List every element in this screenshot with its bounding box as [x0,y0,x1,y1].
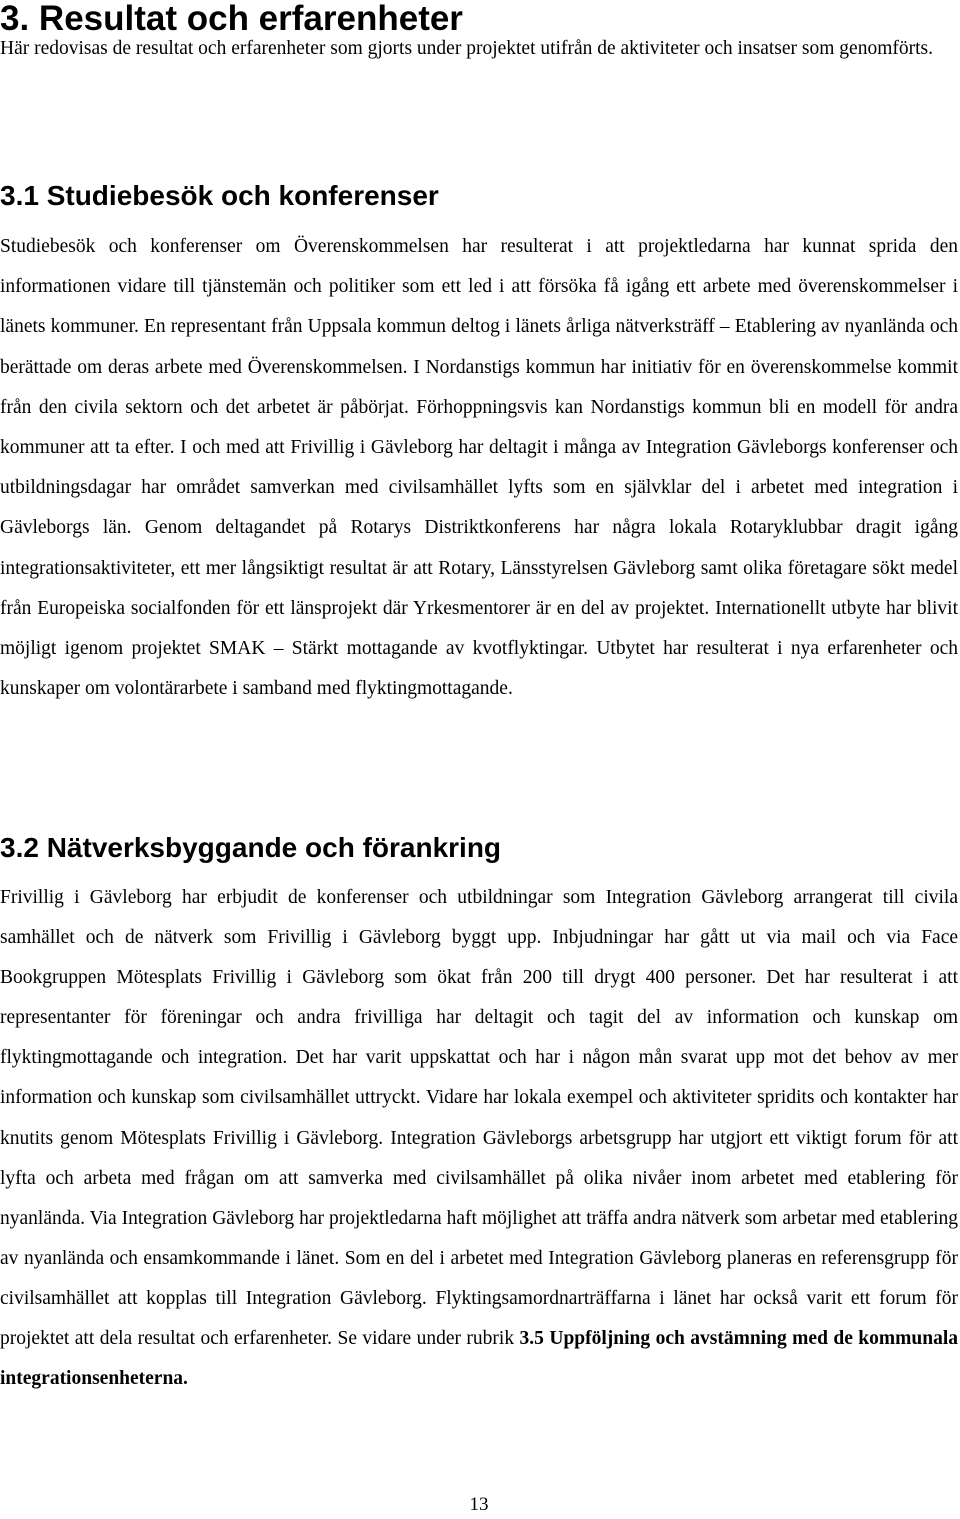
page-number: 13 [469,1494,489,1515]
section-3-1-paragraph: Studiebesök och konferenser om Överenskommelsen har resulterat i att projektledarna har kunnat sprida den informationen vidare till tjänstemän och politiker som ett led i att försöka få igång ett arbete med överenskommelser i länets kommuner. En representant från Uppsala kommun deltog i länets årliga nätverksträff – Etablering av nyanlända och berättade om deras arbete med Överenskommelsen. I Nordanstigs kommun har initiativ för en överenskommelse kommit från den civila sektorn och det arbetet är påbörjat. Förhoppningsvis kan Nordanstigs kommun bli en modell för andra kommuner att ta efter. I och med att Frivillig i Gävleborg har deltagit i många av Integration Gävleborgs konferenser och utbildningsdagar har området samverkan med civilsamhället lyfts som en självklar del i arbetet med integration i Gävleborgs län. Genom deltagandet på Rotarys Distriktkonferens har några lokala Rotaryklubbar dragit igång integrationsaktiviteter, ett mer långsiktigt resultat är att Rotary, Länsstyrelsen Gävleborg samt olika företagare sökt medel från Europeiska socialfonden för ett länsprojekt där Yrkesmentorer är en del av projektet. Internationellt utbyte har blivit möjligt igenom projektet SMAK – Stärkt mottagande av kvotflyktingar. Utbytet har resulterat i nya erfarenheter och kunskaper om volontärarbete i samband med flyktingmottagande. [0,236,958,700]
section-heading-3-2: 3.2 Nätverksbyggande och förankring [0,832,502,863]
section-reference: 3.5 Uppföljning och avstämning med de kommunala integrationsenheterna. [0,1328,959,1390]
section-heading-3-1: 3.1 Studiebesök och konferenser [0,180,439,211]
chapter-heading: 3. Resultat och erfarenheter [0,0,463,38]
intro-paragraph: Här redovisas de resultat och erfarenheter som gjorts under projektet utifrån de aktiviteter och insatser som genomförts. [0,38,933,59]
section-3-2-text: Frivillig i Gävleborg har erbjudit de konferenser och utbildningar som Integration Gävleborg arrangerat till civila samhället och de nätverk som Frivillig i Gävleborg byggt upp. Inbjudningar har gått ut via mail och via Face Bookgruppen Mötesplats Frivillig i Gävleborg som ökat från 200 till drygt 400 personer. Det har resulterat i att representanter för föreningar och andra frivilliga har deltagit och tagit del av information och kunskap om flyktingmottagande och integration. Det har varit uppskattat och har i någon mån svarat upp mot det behov av mer information och kunskap som civilsamhället uttryckt. Vidare har lokala exempel och aktiviteter spridits och kontakter har knutits genom Mötesplats Frivillig i Gävleborg. Integration Gävleborgs arbetsgrupp har utgjort ett viktigt forum för att lyfta och arbeta med frågan om att samverka med civilsamhället på olika nivåer inom arbetet med etablering för nyanlända. Via Integration Gävleborg har projektledarna haft möjlighet att träffa andra nätverk som arbetar med etablering av nyanlända och ensamkommande i länet. Som en del i arbetet med Integration Gävleborg planeras en referensgrupp för civilsamhället att kopplas till Integration Gävleborg. Flyktingsamordnarträffarna i länet har också varit ett forum för projektet att dela resultat och erfarenheter. Se vidare under rubrik [0,887,958,1350]
section-3-2-paragraph [0,878,958,1399]
